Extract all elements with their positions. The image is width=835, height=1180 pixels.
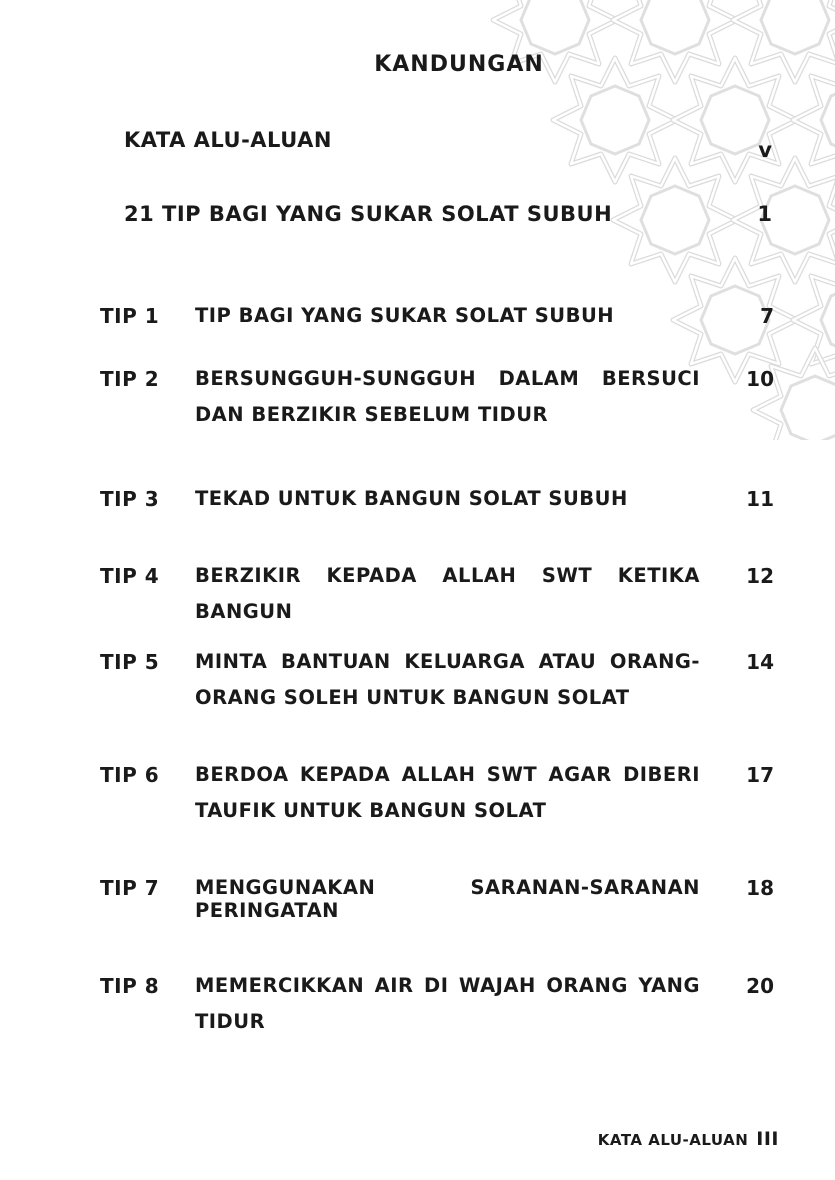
tip-number: TIP 5	[100, 650, 160, 674]
tip-page-number: 14	[746, 650, 774, 674]
tip-number: TIP 6	[100, 763, 160, 787]
toc-page-number: 1	[757, 202, 772, 226]
tip-number: TIP 8	[100, 974, 160, 998]
tip-page-number: 7	[760, 304, 774, 328]
tip-title: TEKAD UNTUK BANGUN SOLAT SUBUH	[195, 487, 628, 510]
tip-number: TIP 4	[100, 564, 160, 588]
tip-number: TIP 1	[100, 304, 160, 328]
running-footer-label: KATA ALU-ALUAN	[597, 1131, 749, 1149]
toc-page-number: v	[758, 138, 772, 162]
tip-page-number: 18	[746, 876, 774, 900]
tip-title: MENGGUNAKAN SARANAN-SARANAN PERINGATAN	[195, 876, 700, 922]
tip-page-number: 11	[746, 487, 774, 511]
footer-page-number: III	[756, 1128, 779, 1150]
tip-title: TIP BAGI YANG SUKAR SOLAT SUBUH	[195, 304, 615, 327]
toc-entry-kata-alu-aluan: KATA ALU-ALUAN	[124, 128, 332, 152]
tip-number: TIP 7	[100, 876, 160, 900]
tip-page-number: 20	[746, 974, 774, 998]
tip-number: TIP 2	[100, 367, 160, 391]
tip-page-number: 17	[746, 763, 774, 787]
tip-title: MEMERCIKKAN AIR DI WAJAH ORANG YANG TIDUR	[195, 974, 700, 1033]
tip-title: BERSUNGGUH-SUNGGUH DALAM BERSUCI DAN BERZIKIR SEBELUM TIDUR	[195, 367, 700, 426]
tip-title: MINTA BANTUAN KELUARGA ATAU ORANG-ORANG SOLEH UNTUK BANGUN SOLAT	[195, 650, 700, 709]
page-footer	[598, 1128, 779, 1150]
tip-page-number: 10	[746, 367, 774, 391]
page-title: KANDUNGAN	[374, 52, 544, 77]
tip-page-number: 12	[746, 564, 774, 588]
toc-entry-21-tip: 21 TIP BAGI YANG SUKAR SOLAT SUBUH	[124, 202, 613, 226]
tip-title: BERDOA KEPADA ALLAH SWT AGAR DIBERI TAUFIK UNTUK BANGUN SOLAT	[195, 763, 700, 822]
tip-title: BERZIKIR KEPADA ALLAH SWT KETIKA BANGUN	[195, 564, 700, 623]
tip-number: TIP 3	[100, 487, 160, 511]
